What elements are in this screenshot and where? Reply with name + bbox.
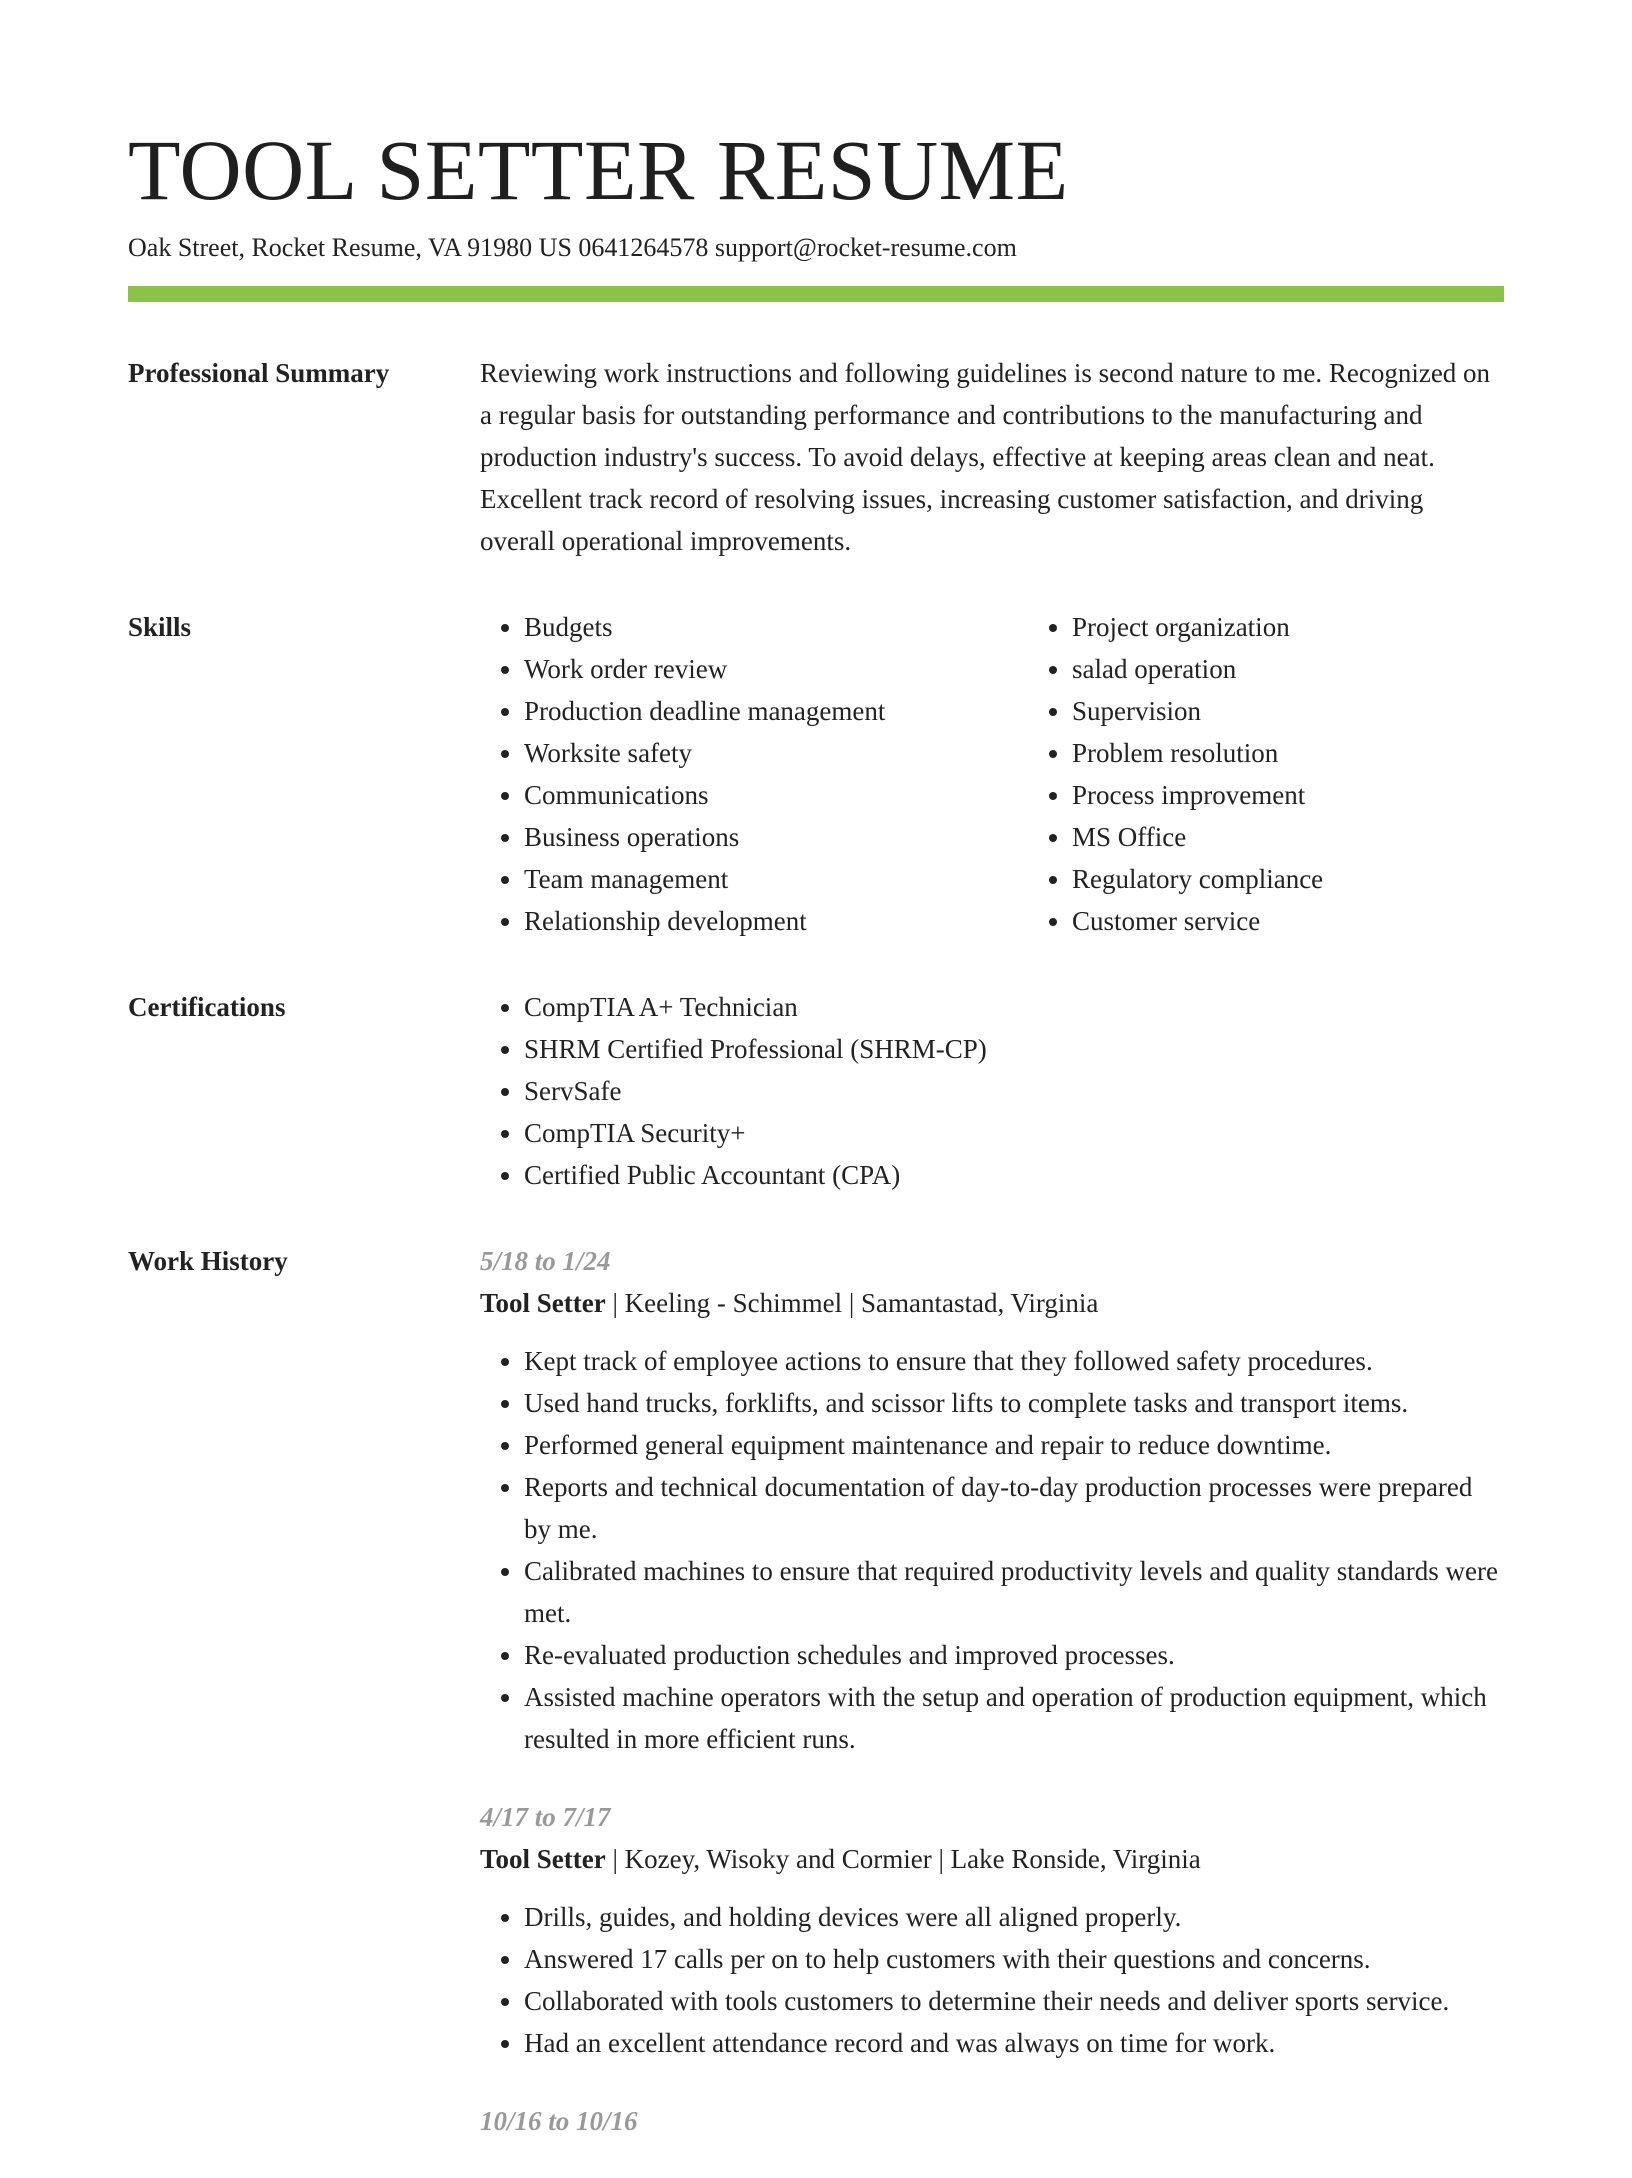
skill-item: • Relationship development <box>524 900 1028 942</box>
work-history-list <box>480 1240 1504 2178</box>
resume-page <box>128 118 1504 2178</box>
job-bullet: • Kept track of employee actions to ensure that they followed safety procedures. <box>524 1340 1504 1382</box>
skill-item: • MS Office <box>1072 816 1576 858</box>
work-history-heading: Work History <box>128 1246 288 1276</box>
contact-line: Oak Street, Rocket Resume, VA 91980 US 0641264578 support@rocket-resume.com <box>128 233 1017 262</box>
skill-item: • Work order review <box>524 648 1028 690</box>
job-bullet: • Reports and technical documentation of day-to-day production processes were prepared by me. <box>524 1466 1504 1550</box>
skill-item: • Supervision <box>1072 690 1576 732</box>
summary-section <box>128 352 1504 562</box>
job-bullet: • Re-evaluated production schedules and improved processes. <box>524 1634 1504 1676</box>
job-heading <box>480 1282 1504 1324</box>
work-history-section <box>128 1240 1504 2178</box>
job-heading <box>480 1838 1504 1880</box>
skill-item: • Production deadline management <box>524 690 1028 732</box>
accent-divider <box>128 286 1504 302</box>
skill-item: • Communications <box>524 774 1028 816</box>
resume-title: TOOL SETTER RESUME <box>128 122 1069 218</box>
job-bullets <box>480 1896 1504 2064</box>
skill-item: • Team management <box>524 858 1028 900</box>
certification-item: • CompTIA A+ Technician <box>524 986 1504 1028</box>
certifications-section <box>128 986 1504 1196</box>
job-bullet: • Assisted machine operators with the setup and operation of production equipment, which resulted in more efficient runs. <box>524 1676 1504 1760</box>
summary-heading: Professional Summary <box>128 358 390 388</box>
job-dates: 5/18 to 1/24 <box>480 1246 611 1276</box>
certification-item: • ServSafe <box>524 1070 1504 1112</box>
skill-item: • Business operations <box>524 816 1028 858</box>
skill-item: • Project organization <box>1072 606 1576 648</box>
job-bullet: • Had an excellent attendance record and was always on time for work. <box>524 2022 1504 2064</box>
job-dates: 4/17 to 7/17 <box>480 1802 611 1832</box>
certification-item: • Certified Public Accountant (CPA) <box>524 1154 1504 1196</box>
job-bullet: • Calibrated machines to ensure that required productivity levels and quality standards were met. <box>524 1550 1504 1634</box>
job-entry <box>480 1796 1504 2064</box>
skill-item: • salad operation <box>1072 648 1576 690</box>
skill-item: • Problem resolution <box>1072 732 1576 774</box>
certification-item: • CompTIA Security+ <box>524 1112 1504 1154</box>
job-entry <box>480 2100 1504 2142</box>
job-details: | Keeling - Schimmel | Samantastad, Virginia <box>605 1288 1099 1318</box>
job-dates: 10/16 to 10/16 <box>480 2106 638 2136</box>
job-title: Tool Setter <box>480 1288 606 1318</box>
job-bullet: • Collaborated with tools customers to determine their needs and deliver sports service. <box>524 1980 1504 2022</box>
job-details: | Kozey, Wisoky and Cormier | Lake Ronside, Virginia <box>605 1844 1201 1874</box>
certification-item: • SHRM Certified Professional (SHRM-CP) <box>524 1028 1504 1070</box>
skills-list-left <box>480 606 1028 942</box>
job-bullet: • Drills, guides, and holding devices were all aligned properly. <box>524 1896 1504 1938</box>
job-bullets <box>480 1340 1504 1760</box>
job-bullet: • Answered 17 calls per on to help customers with their questions and concerns. <box>524 1938 1504 1980</box>
skill-item: • Regulatory compliance <box>1072 858 1576 900</box>
certifications-heading: Certifications <box>128 992 286 1022</box>
skill-item: • Customer service <box>1072 900 1576 942</box>
job-bullet: • Used hand trucks, forklifts, and scissor lifts to complete tasks and transport items. <box>524 1382 1504 1424</box>
summary-text: Reviewing work instructions and following guidelines is second nature to me. Recognized on a regular basis for outstanding performance and contributions to the manufacturing and production industry's success. To avoid delays, effective at keeping areas clean and neat. Excellent track record of resolving issues, increasing customer satisfaction, and driving overall operational improvements. <box>480 358 1491 556</box>
certifications-list <box>480 986 1504 1196</box>
skill-item: • Budgets <box>524 606 1028 648</box>
skills-heading: Skills <box>128 612 192 642</box>
skill-item: • Worksite safety <box>524 732 1028 774</box>
job-title: Tool Setter <box>480 1844 606 1874</box>
skill-item: • Process improvement <box>1072 774 1576 816</box>
job-entry <box>480 1240 1504 1760</box>
job-bullet: • Performed general equipment maintenance and repair to reduce downtime. <box>524 1424 1504 1466</box>
skills-section <box>128 606 1504 942</box>
skills-list-right <box>1028 606 1576 942</box>
